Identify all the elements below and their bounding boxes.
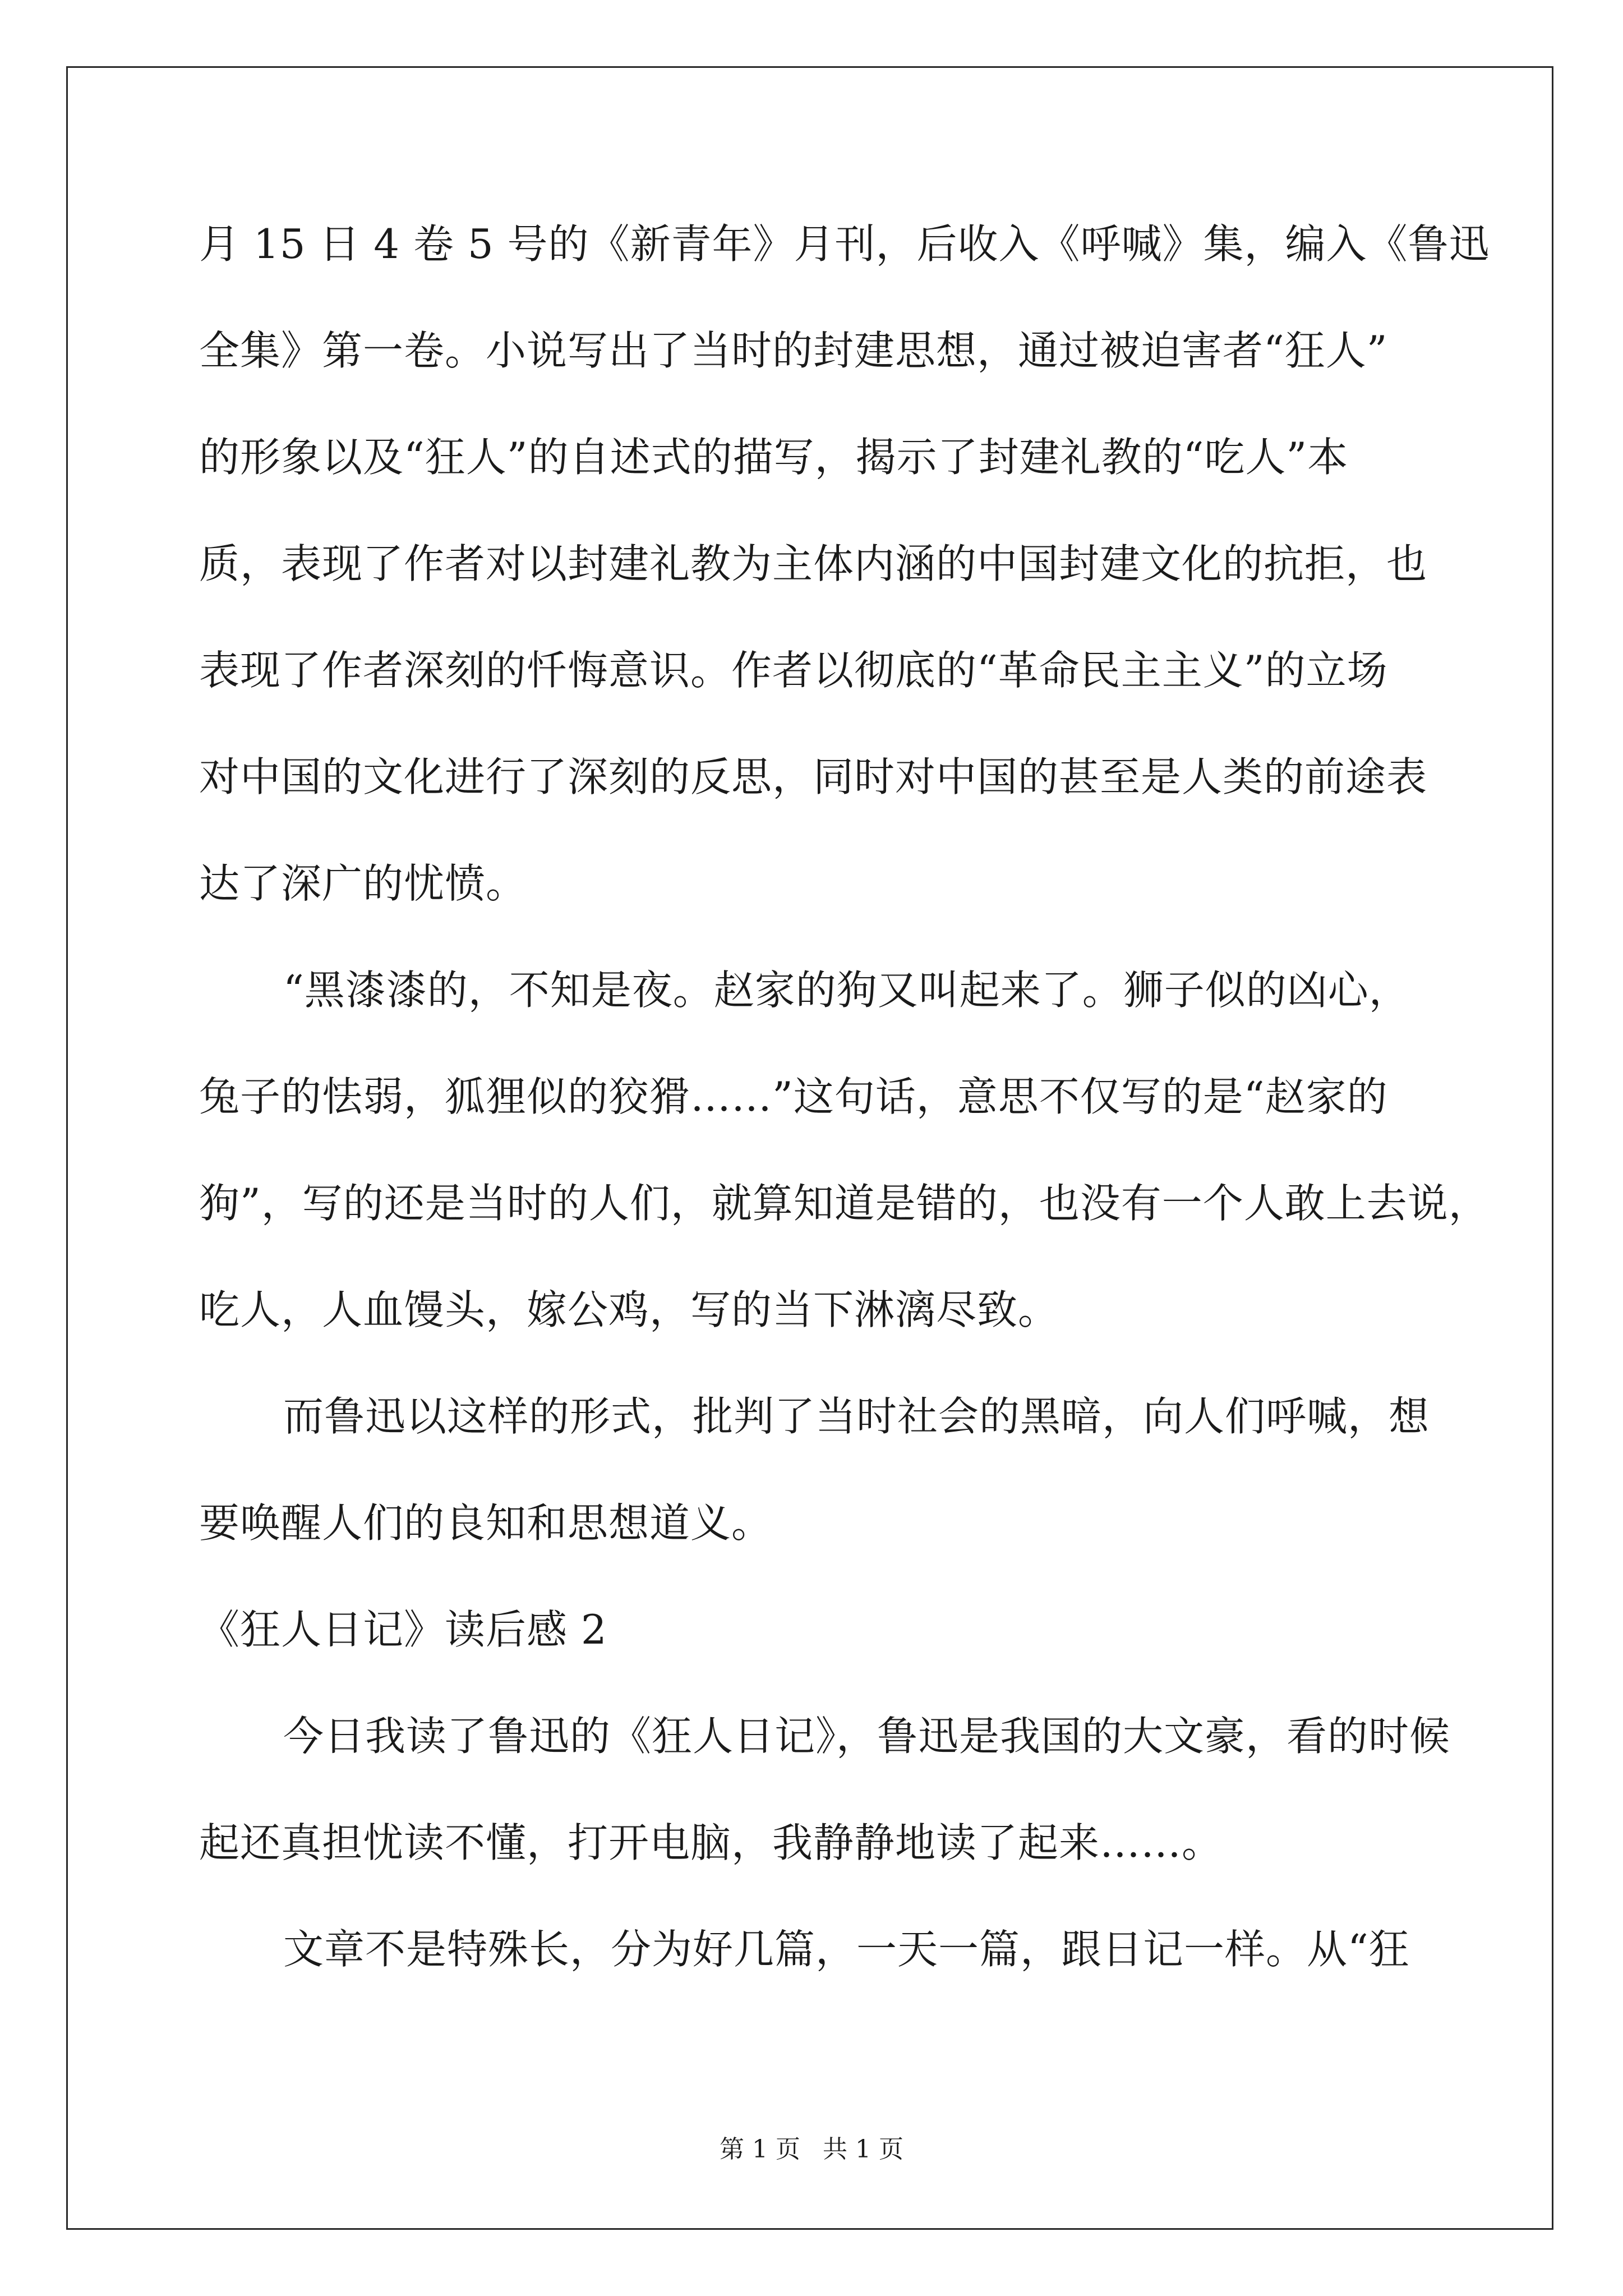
text-line: 达了深广的忧愤。: [199, 860, 527, 907]
text-line: 全集》第一卷。小说写出了当时的封建思想，通过被迫害者“狂人”: [199, 327, 1388, 374]
text-line: 表现了作者深刻的忏悔意识。作者以彻底的“革命民主主义”的立场: [199, 647, 1388, 694]
page-number: 第 1 页: [720, 2135, 800, 2164]
text-line: 狗”，写的还是当时的人们，就算知道是错的，也没有一个人敢上去说，: [199, 1180, 1490, 1227]
section-heading: 《狂人日记》读后感 2: [199, 1606, 607, 1653]
paragraph-start-line: 文章不是特殊长，分为好几篇，一天一篇，跟日记一样。从“狂: [283, 1926, 1410, 1973]
paragraph-start-line: 而鲁迅以这样的形式，批判了当时社会的黑暗，向人们呼喊，想: [283, 1393, 1430, 1440]
text-line: 起还真担忧读不懂，打开电脑，我静静地读了起来……。: [199, 1819, 1223, 1866]
document-body: [199, 213, 1490, 2025]
text-line: 对中国的文化进行了深刻的反思，同时对中国的甚至是人类的前途表: [199, 753, 1428, 800]
text-line: 要唤醒人们的良知和思想道义。: [199, 1499, 773, 1547]
paragraph-start-line: 今日我读了鲁迅的《狂人日记》，鲁迅是我国的大文豪，看的时候: [283, 1713, 1451, 1760]
text-line: 吃人，人血馒头，嫁公鸡，写的当下淋漓尽致。: [199, 1286, 1059, 1333]
page-total: 共 1 页: [823, 2135, 903, 2164]
page-footer: [0, 2133, 1623, 2166]
text-line: 的形象以及“狂人”的自述式的描写，揭示了封建礼教的“吃人”本: [199, 434, 1349, 481]
text-line: 月 15 日 4 卷 5 号的《新青年》月刊，后收入《呼喊》集，编入《鲁迅: [199, 220, 1490, 268]
text-line: 兔子的怯弱，狐狸似的狡猾……”这句话，意思不仅写的是“赵家的: [199, 1073, 1388, 1120]
text-line: 质，表现了作者对以封建礼教为主体内涵的中国封建文化的抗拒，也: [199, 540, 1428, 587]
paragraph-start-line: “黑漆漆的，不知是夜。赵家的狗又叫起来了。狮子似的凶心，: [283, 967, 1410, 1014]
